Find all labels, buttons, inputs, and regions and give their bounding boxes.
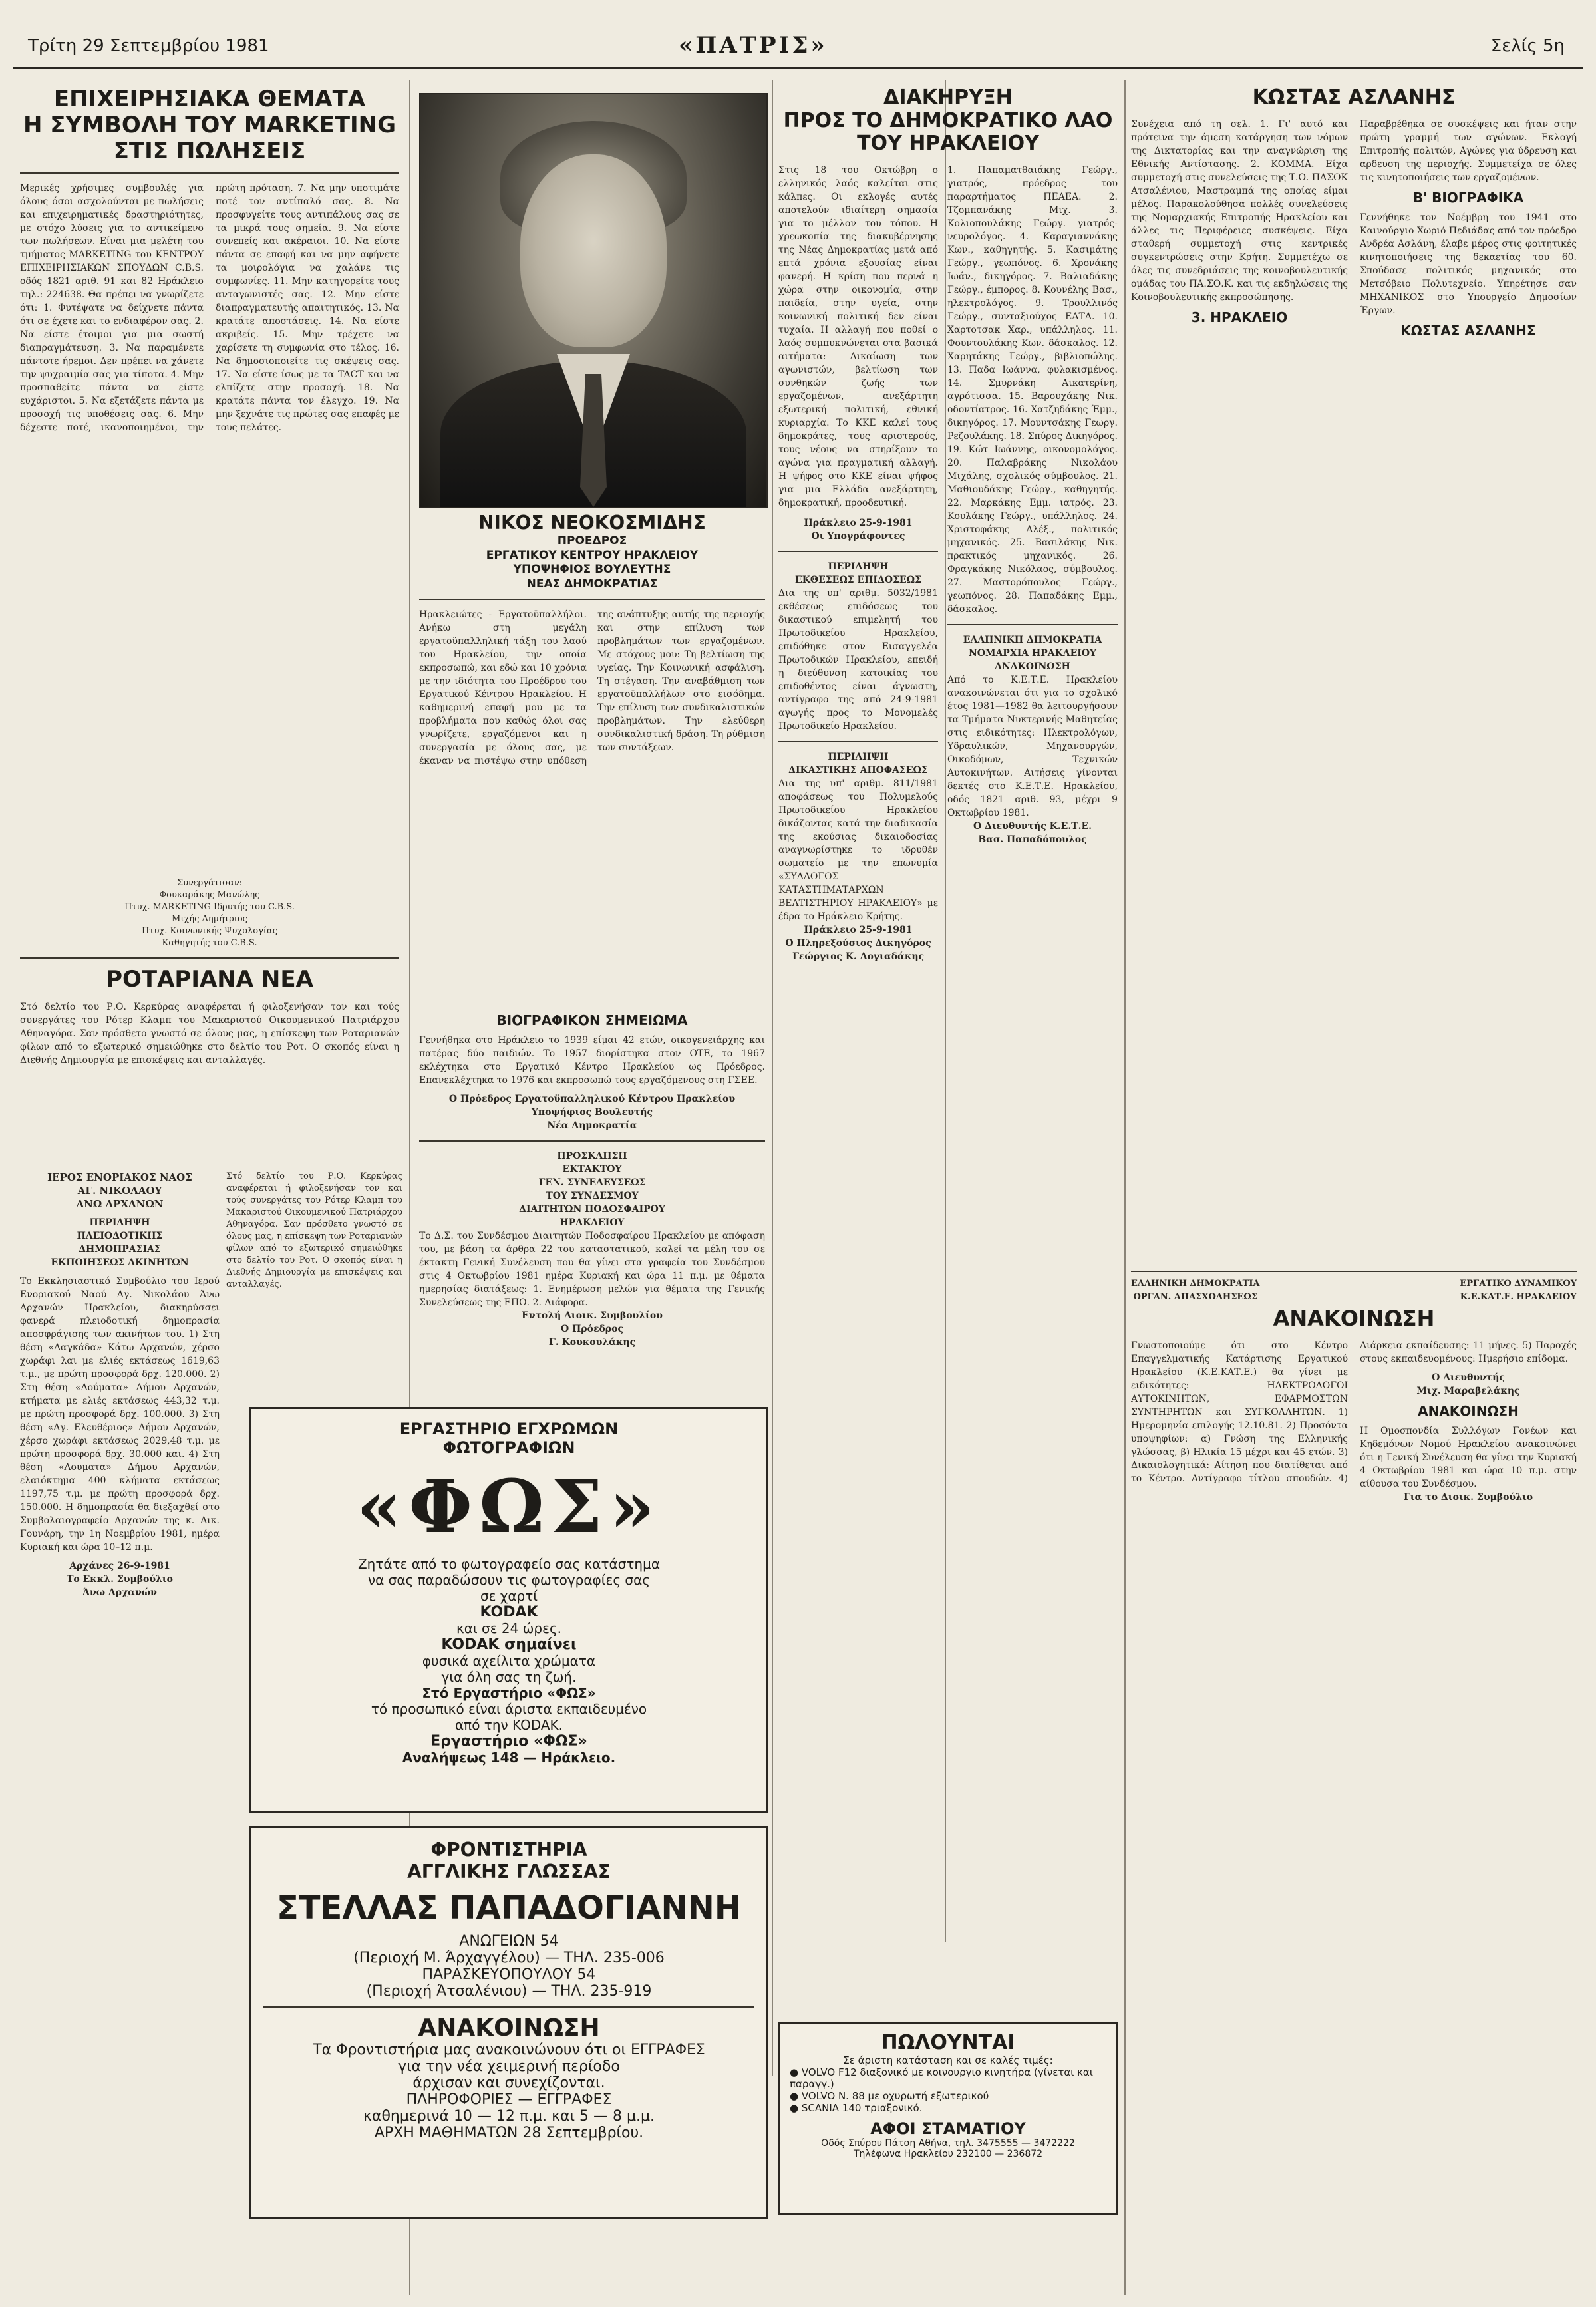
church-subheading: ΠΕΡΙΛΗΨΗ ΠΛΕΙΟΔΟΤΙΚΗΣ ΔΗΜΟΠΡΑΣΙΑΣ ΕΚΠΟΙΗΣΕΩΣ ΑΚΙΝΗΤΩΝ	[51, 1217, 189, 1268]
school-line2: ΑΓΓΛΙΚΗΣ ΓΛΩΣΣΑΣ	[407, 1861, 611, 1883]
sale-address: Οδός Σπύρου Πάτση Αθήνα, τηλ. 3475555 — 3472222	[821, 2138, 1075, 2149]
column-1-continuation	[226, 1171, 402, 1390]
column-2	[419, 512, 765, 1397]
marketing-headline: ΕΠΙΧΕΙΡΗΣΙΑΚΑ ΘΕΜΑΤΑ Η ΣΥΜΒΟΛΗ ΤΟΥ MARKETING ΣΤΙΣ ΠΩΛΗΣΕΙΣ	[23, 86, 397, 165]
service-report-body: Δια της υπ' αριθμ. 5032/1981 εκθέσεως επιδόσεως του δικαστικού επιμελητή του Πρωτοδικείου Ηρακλείου, επιδόθηκε στον Εισαγγελέα Πρωτοδικών Ηρακλείου, επειδή η διεύθυνση κατοικίας του επιδοθέντος είναι άγνωστη, αντίγραφο της από 24-9-1981 αγωγής προς το Μονομελές Πρωτοδικείο Ηρακλείου.	[778, 587, 938, 732]
aslanis-body: Συνέχεια από τη σελ. 1. Γι' αυτό και πρότεινα την άμεση κατάργηση των νόμων της Δικτατορίας και την αναγνώριση της Εθνικής Αντίστασης. 2. ΚΟΜΜΑ. Είχα συμμετοχή στις συνελεύσεις της Τ.Ο. ΠΑΣΟΚ Ατσαλένιου, Μαστραμπά της οποίας είμαι μέλος. Παρακολούθησα πολλές συνελεύσεις της Νομαρχιακής Επιτροπής Ηρακλείου και άλλες τις Περιφέρειες συσκέψεις. Είχα σταθερή συμμετοχή στις κεντρικές συγκεντρώσεις στην Κρήτη. Συμμετέχω σε όλες τις συνεδριάσεις της κοινοβουλευτικής ομάδας του ΠΑ.ΣΟ.Κ. και τις εκδηλώσεις της Κοινοβουλευτικής εκπροσώπησης.	[1131, 118, 1348, 303]
marketing-signature: Συνεργάτισαν: Φουκαράκης Μανώλης Πτυχ. MARKETING Ιδρυτής του C.B.S. Μιχής Δημήτριος Πτυχ. Κοινωνικής Ψυχολογίας Καθηγητής του C.B.S.	[124, 878, 295, 949]
parents-notice-signature: Για το Διοικ. Συμβούλιο	[1403, 1491, 1533, 1503]
rotary-body: Στό δελτίο του Ρ.Ο. Κερκύρας αναφέρεται ή φιλοξενήσαν τον και τούς συνεργάτες του Ρότερ Κλαμπ του Μακαριστού Οικουμενικού Πατριάρχου Αθηναγόρα. Σαν πρόσθετο γνωστό σε όλους μας, η επίσκεψη των Ροταριανών φίλων από το εξωτερικό σημειώθηκε στο δελτίο του Ροτ. Ο σκοπός είναι η Διεθνής Δημιουργία με επισκέψεις και ανταλλαγές.	[20, 1002, 399, 1066]
column-1-continuation-text: Στό δελτίο του Ρ.Ο. Κερκύρας αναφέρεται ή φιλοξενήσαν τον και τούς συνεργάτες του Ρότερ Κλαμπ του Μακαριστού Οικουμενικού Πατριάρχου Αθηναγόρα. Σαν πρόσθετο γνωστό σε όλους μας, η επίσκεψη των Ροταριανών φίλων από το εξωτερικό σημειώθηκε στο δελτίο του Ροτ. Ο σκοπός είναι η Διεθνής Δημιουργία με επισκέψεις και ανταλλαγές.	[226, 1171, 402, 1289]
church-body: Το Εκκλησιαστικό Συμβούλιο του Ιερού Ενοριακού Ναού Αγ. Νικολάου Άνω Αρχανών Ηρακλείου, διακηρύσσει φανερά πλειοδοτική δημοπρασία αποσφράγισης των ακινήτων του. 1) Στη θέση «Λαγκάδα» Κάτω Αρχανών, χέρσο χωράφι λαι με ελιές εκτάσεως 1619,63 τ.μ., με πρώτη προσφορά δρχ. 120.000. 2) Στη θέση «Λούματα» Δήμου Αρχανών, κτήματα με ελιές εκτάσεως 443,32 τ.μ. με πρώτη προσφορά δρχ. 100.000. 3) Στη θέση «Αγ. Ελευθέριος» Δήμου Αρχανών, χέρσο χωράφι εκτάσεως 2029,48 τ.μ. με πρώτη προσφορά δρχ. 30.000 και. 4) Στη θέση «Λουματα» Δήμου Αρχανών, ελαιόκτημα 400 κλήματα εκτάσεως 1197,75 τ.μ. με πρώτη προσφορά δρχ. 150.000. Η δημοπρασία θα διεξαχθεί στο Συμβολαιογραφείο Αρχανών της κ. Αικ. Γουνάρη, την 1η Νοεμβρίου 1981, ημέρα Κυριακή και ώρα 10–12 π.μ.	[20, 1276, 220, 1553]
school-notice-title: ΑΝΑΚΟΙΝΩΣΗ	[418, 2014, 600, 2042]
fos-text7: φυσικά αχείλιτα χρώματα	[422, 1653, 596, 1669]
fos-text12: Εργαστήριο «ΦΩΣ»	[430, 1733, 587, 1750]
referees-heading: ΠΡΟΣΚΛΗΣΗ ΕΚΤΑΚΤΟΥ ΓΕΝ. ΣΥΝΕΛΕΥΣΕΩΣ ΤΟΥ ΣΥΝΔΕΣΜΟΥ ΔΙΑΙΤΗΤΩΝ ΠΟΔΟΣΦΑΙΡΟΥ ΗΡΑΚΛΕΙΟΥ	[519, 1151, 665, 1229]
bio-body: Γεννήθηκα στο Ηράκλειο το 1939 είμαι 42 ετών, οικογενειάρχης και πατέρας δύο παιδιών. Το 1957 διορίστηκα στον ΟΤΕ, το 1967 εκλέχτηκα στο Εργατικό Κέντρο Ηρακλείου ως Πρόεδρος. Επανεκλέχτηκα το 1976 και εκπροσωπώ τους εργαζόμενους στη ΓΣΕΕ.	[419, 1035, 765, 1086]
school-notice2: για την νέα χειμερινή περίοδο	[398, 2058, 620, 2075]
newspaper-title: «ΠΑΤΡΙΣ»	[679, 32, 828, 59]
declaration-group: Οι Υπογράφοντες	[811, 530, 905, 541]
column-5	[1131, 86, 1577, 1264]
trucks-for-sale-ad	[778, 2022, 1118, 2215]
candidate-photo	[419, 93, 768, 508]
signatories-list: 1. Παπαματθαιάκης Γεώργ., γιατρός, πρόεδρος του παραρτήματος ΠΕΑΕΑ. 2. Τζομπανάκης Μιχ. 3. Κολιοπουλάκης Γεώργ. γιατρός-νευρολόγος. 4. Καραγιαννάκης Κων., καθηγητής. 5. Κασιμάτης Γεώργ., γεωπόνος. 6. Χρονάκης Ιωάν., δικηγόρος. 7. Βαλιαδάκης Γεώργ., έμπορος. 8. Κουνέλης Βασ., ηλεκτρολόγος. 9. Τρουλλινός Γεώργ., συνταξιούχος ΕΑΤΑ. 10. Χαρτοτσακ Χαρ., υπάλληλος. 11. Φουντουλάκης Κων. δάσκαλος. 12. Χαρητάκης Γεώργ., βιβλιοπώλης. 13. Παδα Ιωάννα, φυλακισμένος. 14. Σμυρνάκη Αικατερίνη, αγρότισσα. 15. Βαρουχάκης Νικ. οδοντίατρος. 16. Χατζηδάκης Έμμ., δικηγόρος. 17. Μουντσάκης Γεωργ. Ρεζουλάκης. 18. Σπύρος Δικηγόρος. 19. Κώτ Ιωάννης, οικονομολόγος. 20. Παλαβράκης Νικολάου Μιχάλης, σχολικός σύμβουλος. 21. Μαθιουδάκης Γεώργ., καθηγητής. 22. Μαρκάκης Εμμ. ιατρός. 23. Κουλάκης Γεώργ., υπάλληλος. 24. Χριστοφάκης Αλέξ., πολιτικός μηχανικός. 25. Βασιλάκης Νικ. πρακτικός μηχανικός. 26. Φραγκάκης Νικόλαος, σύμβουλος. 27. Μαστορόπουλος Γεώργ., γεωπόνος. 28. Παπαδάκης Εμμ., δάσκαλος.	[947, 164, 1118, 615]
bio-heading: ΒΙΟΓΡΑΦΙΚΟΝ ΣΗΜΕΙΩΜΑ	[496, 1012, 688, 1029]
candidate-name: ΝΙΚΟΣ ΝΕΟΚΟΣΜΙΔΗΣ	[478, 512, 706, 534]
candidate-caption5: ΝΕΑΣ ΔΗΜΟΚΡΑΤΙΑΣ	[526, 577, 658, 591]
fos-logo: «ΦΩΣ»	[356, 1463, 662, 1549]
kete-notice-heading: ΕΛΛΗΝΙΚΗ ΔΗΜΟΚΡΑΤΙΑ ΝΟΜΑΡΧΙΑ ΗΡΑΚΛΕΙΟΥ ΑΝΑΚΟΙΝΩΣΗ	[963, 634, 1102, 672]
declaration-date: Ηράκλειο 25-9-1981	[804, 517, 913, 528]
candidate-caption3: ΕΡΓΑΤΙΚΟΥ ΚΕΝΤΡΟΥ ΗΡΑΚΛΕΙΟΥ	[486, 548, 699, 562]
school-notice5: καθημερινά 10 — 12 π.μ. και 5 — 8 μ.μ.	[363, 2108, 655, 2125]
school-addr3: ΠΑΡΑΣΚΕΥΟΠΟΥΛΟΥ 54	[422, 1966, 596, 1983]
bio2-heading: Β' ΒΙΟΓΡΑΦΙΚΑ	[1412, 189, 1524, 206]
masthead	[13, 27, 1583, 69]
candidate-caption4: ΥΠΟΨΗΦΙΟΣ ΒΟΥΛΕΥΤΗΣ	[513, 563, 671, 577]
referees-signature: Εντολή Διοικ. Συμβουλίου Ο Πρόεδρος Γ. Κουκουλάκης	[522, 1310, 663, 1348]
heraklion-heading: 3. ΗΡΑΚΛΕΙΟ	[1191, 309, 1288, 325]
referees-body: Το Δ.Σ. του Συνδέσμου Διαιτητών Ποδοσφαίρου Ηρακλείου με απόφαση του, με βάση τα άρθρα 22 του καταστατικού, καλεί τα μέλη του σε έκτακτη Γενική Συνέλευση που θα γίνει στα γραφεία του Συνδέσμου στις 4 Οκτωβρίου 1981 ημέρα Κυριακή και ώρα 11 π.μ. με θέματα ημερησίας διατάξεως: 1. Ενημέρωση μελών για θέματα της Γενικής Συνελεύσεως της ΕΠΟ. 2. Διάφορα.	[419, 1231, 765, 1308]
heraklion-body: Παραβρέθηκα σε συσκέψεις και ήταν στην πρώτη γραμμή των αγώνων. Εκλογή Επιτροπής πολιτών, Αγώνες για ύδρευση και αρδευση της περιοχής. Συμμετείχα σε όλες τις κινητοποιήσεις των εργαζομένων.	[1360, 118, 1577, 183]
rotary-headline: ΡΟΤΑΡΙΑΝΑ ΝΕΑ	[106, 966, 313, 993]
declaration-headline: ΔΙΑΚΗΡΥΞΗ ΠΡΟΣ ΤΟ ΔΗΜΟΚΡΑΤΙΚΟ ΛΑΟ ΤΟΥ ΗΡΑΚΛΕΙΟΥ	[783, 86, 1113, 155]
church-signature: Αρχάνες 26-9-1981 Το Εκκλ. Συμβούλιο Άνω Αρχανών	[67, 1561, 173, 1598]
parents-notice-body: Η Ομοσπονδία Συλλόγων Γονέων και Κηδεμόνων Νομού Ηρακλείου ανακοινώνει ότι η Γενική Συνέλευση θα γίνει την Κυριακή 4 Οκτωβρίου 1981 και ώρα 10 π.μ. στην αίθουσα του Συνδέσμου.	[1360, 1425, 1577, 1489]
sale-phone: Τηλέφωνα Ηρακλείου 232100 — 236872	[853, 2149, 1043, 2159]
sale-item: ● SCANIA 140 τριαξονικό.	[790, 2102, 923, 2114]
school-notice6: ΑΡΧΗ ΜΑΘΗΜΑΤΩΝ 28 Σεπτεμβρίου.	[374, 2125, 644, 2141]
column-rule	[772, 80, 773, 2076]
sale-subheading: Σε άριστη κατάσταση και σε καλές τιμές:	[843, 2054, 1053, 2066]
marketing-body: Μερικές χρήσιμες συμβουλές για όλους όσοι ασχολούνται με πωλήσεις και επιχειρηματικές δραστηριότητες, με στόχο λύσεις για το αντικείμενο των πωλήσεων. Είναι μια μελέτη του τμήματος MARKETING του ΚΕΝΤΡΟΥ ΕΠΙΧΕΙΡΗΣΙΑΚΩΝ ΣΠΟΥΔΩΝ C.B.S. οδός 1821 αριθ. 91 και 82 Ηράκλειο τηλ.: 224638. Θα πρέπει να γνωρίζετε ότι: 1. Φυτέψατε να δείχνετε πάντα ότι σε έχετε και το ενδιαφέρον σας. 2. Να είστε έτοιμοι για μια σωστή διαπραγμάτευση. 3. Να παραμένετε πάντοτε ήρεμοι. Δεν πρέπει να χάνετε την ψυχραιμία σας για τίποτα. 4. Μην προσπαθείτε πάντα να είστε ευχάριστοι. 5. Να εξετάζετε πάντα με προσοχή τις υποθέσεις σας. 6. Μην δέχεστε ποτέ, ικανοποιημένοι, την πρώτη πρόταση. 7. Να μην υποτιμάτε ποτέ τον αντίπαλό σας. 8. Να προσφυγείτε τους αντιπάλους σας σε τα μικρά τους σημεία. 9. Να είστε συνεπείς και ακέραιοι. 10. Να είστε πάντα σε επαφή και να μην αφήνετε τα μοιρολόγια να χαλάνε τις συμφωνίες. 11. Μην κατηγορείτε τους ανταγωνιστές σας. 12. Μην είστε διαπραγματευτής απαιτητικός. 13. Να κρατάτε αποστάσεις. 14. Να είστε ακριβείς. 15. Μην τρέχετε να χαρίσετε τη συμφωνία στο τέλος. 16. Να δημοσιοποιείτε τις σκέψεις σας. 17. Να είστε ίσως με τα TACT και να ελπίζετε στην προσοχή. 18. Να κρατάτε πάντα τον έλεγχο. 19. Να μην ξεχνάτε τις πρώτες σας επαφές με τους πελάτες.	[20, 183, 399, 434]
candidate-caption2: ΠΡΟΕΔΡΟΣ	[557, 534, 627, 548]
union-notice	[1131, 1271, 1577, 2217]
fos-photo-lab-ad	[249, 1407, 768, 1813]
church-notice	[20, 1171, 220, 2215]
column-3	[778, 86, 1118, 1936]
court-decision-body: Δια της υπ' αριθμ. 811/1981 αποφάσεως του Πολυμελούς Πρωτοδικείου Ηρακλείου δικάζοντας κατά την διαδικασία της εκούσιας δικαιοδοσίας αναγνωρίστηκε το ιδρυθέν σωματείο με την επωνυμία «ΣΥΛΛΟΓΟΣ ΚΑΤΑΣΤΗΜΑΤΑΡΧΩΝ ΒΕΛΤΙΣΤΗΡΙΟΥ ΗΡΑΚΛΕΙΟΥ» με έδρα το Ηράκλειο Κρήτης.	[778, 778, 938, 922]
sale-heading: ΠΩΛΟΥΝΤΑΙ	[881, 2031, 1015, 2054]
fos-line2: ΦΩΤΟΓΡΑΦΙΩΝ	[442, 1438, 575, 1457]
aslanis-headline: ΚΩΣΤΑΣ ΑΣΛΑΝΗΣ	[1252, 86, 1456, 109]
union-title: ΑΝΑΚΟΙΝΩΣΗ	[1273, 1306, 1435, 1331]
sale-company: ΑΦΟΙ ΣΤΑΜΑΤΙΟΥ	[870, 2119, 1026, 2138]
bio2-body: Γεννήθηκε τον Νοέμβρη του 1941 στο Καινούργιο Χωριό Πεδιάδας από τον πρόεδρο Ανδρέα Ασλάνη, έλαβε μέρος στις φοιτητικές κινητοποιήσεις της δεκαετίας του 60. Σπούδασε πολιτικός μηχανικός στο Μετσόβειο Πολυτεχνείο. Υπηρέτησε σαν ΜΗΧΑΝΙΚΟΣ στο Υπουργείο Δημοσίων Έργων.	[1360, 212, 1577, 316]
column-rule	[1124, 80, 1126, 2295]
school-notice4: ΠΛΗΡΟΦΟΡΙΕΣ — ΕΓΓΡΑΦΕΣ	[406, 2091, 612, 2108]
school-addr2: (Περιοχή Μ. Άρχαγγέλου) — ΤΗΛ. 235-006	[353, 1950, 665, 1966]
court-decision-heading: ΠΕΡΙΛΗΨΗ ΔΙΚΑΣΤΙΚΗΣ ΑΠΟΦΑΣΕΩΣ	[788, 751, 928, 776]
church-heading: ΙΕΡΟΣ ΕΝΟΡΙΑΚΟΣ ΝΑΟΣ ΑΓ. ΝΙΚΟΛΑΟΥ ΑΝΩ ΑΡΧΑΝΩΝ	[47, 1171, 192, 1210]
kete-notice-signature: Ο Διευθυντής Κ.Ε.Τ.Ε. Βασ. Παπαδόπουλος	[973, 820, 1092, 845]
english-school-ad	[249, 1826, 768, 2219]
kete-notice-body: Από το Κ.Ε.Τ.Ε. Ηρακλείου ανακοινώνεται ότι για το σχολικό έτος 1981—1982 θα λειτουργήσουν τα Τμήματα Νυκτερινής Μαθητείας στις ειδικότητες: Ηλεκτρολόγων, Υδραυλικών, Μηχανουργών, Οικοδόμων, Τεχνικών Αυτοκινήτων. Αιτήσεις γίνονται δεκτές στο Κ.Ε.Τ.Ε. Ηρακλείου, οδός 1821 αριθ. 93, μέχρι 9 Οκτωβρίου 1981.	[947, 674, 1118, 818]
union-head-right: ΕΡΓΑΤΙΚΟ ΔΥΝΑΜΙΚΟΥ Κ.Ε.ΚΑΤ.Ε. ΗΡΑΚΛΕΙΟΥ	[1460, 1279, 1577, 1302]
school-name: ΣΤΕΛΛΑΣ ΠΑΠΑΔΟΓΙΑΝΝΗ	[277, 1889, 741, 1926]
court-decision-signature: Ηράκλειο 25-9-1981 Ο Πληρεξούσιος Δικηγόρος Γεώργιος Κ. Λογιαδάκης	[785, 924, 931, 962]
parents-notice-heading: ΑΝΑΚΟΙΝΩΣΗ	[1418, 1402, 1519, 1419]
fos-text9: Στό Εργαστήριο «ΦΩΣ»	[422, 1685, 596, 1701]
fos-text8: για όλη σας τη ζωή.	[441, 1669, 577, 1685]
fos-text6: KODAK σημαίνει	[441, 1636, 577, 1653]
fos-text3: σε χαρτί	[480, 1588, 538, 1604]
fos-text10: τό προσωπικό είναι άριστα εκπαιδευμένο	[371, 1701, 647, 1717]
school-notice3: άρχισαν και συνεχίζονται.	[412, 2075, 605, 2091]
aslanis-signature: ΚΩΣΤΑΣ ΑΣΛΑΝΗΣ	[1400, 322, 1536, 339]
fos-text4: KODAK	[480, 1604, 538, 1620]
fos-text1: Ζητάτε από το φωτογραφείο σας κατάστημα	[357, 1556, 660, 1572]
union-head-left: ΕΛΛΗΝΙΚΗ ΔΗΜΟΚΡΑΤΙΑ ΟΡΓΑΝ. ΑΠΑΣΧΟΛΗΣΕΩΣ	[1131, 1279, 1260, 1302]
declaration-body: Στις 18 του Οκτώβρη ο ελληνικός λαός καλείται στις κάλπες. Οι εκλογές αυτές αποτελούν ιδιαίτερη σημασία για το μέλλον του τόπου. Η χρεωκοπία της διακυβέρνησης της Νέας Δημοκρατίας μετά από επτά χρόνια εξουσίας είναι φανερή. Η κρίση που περνά η χώρα στην οικονομία, στην παιδεία, στην υγεία, στην κοινωνική πολιτική δεν είναι τυχαία. Η αλλαγή που ποθεί ο λαός συμπυκνώνεται στα βασικά αιτήματα: Δικαίωση των αγωνιστών, βελτίωση των συνθηκών ζωής των εργαζομένων, ανεξάρτητη εξωτερική πολιτική, εθνική κυριαρχία. Το ΚΚΕ καλεί τους δημοκράτες, τους αριστερούς, τους νέους να στηρίξουν το αγώνα για πραγματική αλλαγή. Η ψήφος στο ΚΚΕ είναι ψήφος για μια Ελλάδα ανεξάρτητη, δημοκρατική, προοδευτική.	[778, 164, 938, 508]
fos-text2: να σας παραδώσουν τις φωτογραφίες σας	[367, 1572, 651, 1588]
service-report-heading: ΠΕΡΙΛΗΨΗ ΕΚΘΕΣΕΩΣ ΕΠΙΔΟΣΕΩΣ	[795, 561, 921, 585]
column-1	[20, 86, 399, 1191]
bio-signature: Ο Πρόεδρος Εργατοϋπαλληλικού Κέντρου Ηρακλείου Υποψήφιος Βουλευτής Νέα Δημοκρατία	[448, 1094, 736, 1132]
fos-text13: Αναλήψεως 148 — Ηράκλειο.	[402, 1750, 616, 1766]
school-notice1: Τα Φροντιστήρια μας ανακοινώνουν ότι οι ΕΓΓΡΑΦΕΣ	[313, 2042, 705, 2058]
school-line1: ΦΡΟΝΤΙΣΤΗΡΙΑ	[430, 1839, 587, 1861]
fos-line1: ΕΡΓΑΣΤΗΡΙΟ ΕΓΧΡΩΜΩΝ	[399, 1420, 619, 1438]
sale-item: ● VOLVO F12 διαξονικό με κοινουργιο κινητήρα (γίνεται και παραγγ.)	[790, 2066, 1093, 2090]
issue-date: Τρίτη 29 Σεπτεμβρίου 1981	[28, 36, 269, 56]
fos-text5: και σε 24 ώρες.	[456, 1620, 562, 1636]
candidate-body: Ηρακλειώτες - Εργατοϋπαλλήλοι. Ανήκω στη μεγάλη εργατοϋπαλληλική τάξη του λαού του Ηρακλείου, την οποία εκπροσωπώ, και εδώ και 10 χρόνια με την ιδιότητα του Προέδρου του Εργατικού Κέντρου Ηρακλείου. Η καθημερινή επαφή μου με τα προβλήματα που καθώς όλοι σας γνωρίζετε, εργαζόμενοι και η συνεργασία με όλους σας, με έκαναν να πιστέψω στην υπόθεση της ανάπτυξης αυτής της περιοχής και στην επίλυση των προβλημάτων των εργαζομένων. Με στόχους μου: Τη βελτίωση της υγείας. Την Κοινωνική ασφάλιση. Τη στέγαση. Την αναβάθμιση των εργατοϋπαλλήλων στο εισόδημα. Την επίλυση των συνδικαλιστικών προβλημάτων. Την ελεύθερη συνδικαλιστική δράση. Τη ρύθμιση των συντάξεων.	[419, 609, 765, 767]
union-signature: Ο Διευθυντής Μιχ. Μαραβελάκης	[1416, 1372, 1520, 1396]
union-body: Γνωστοποιούμε ότι στο Κέντρο Επαγγελματικής Κατάρτισης Εργατικού Ηρακλείου (Κ.Ε.ΚΑΤ.Ε.) θα γίνει με ειδικότητες: ΗΛΕΚΤΡΟΛΟΓΟΙ ΑΥΤΟΚΙΝΗΤΩΝ, ΕΦΑΡΜΟΣΤΩΝ ΣΥΝΤΗΡΗΤΩΝ και ΣΥΓΚΟΛΛΗΤΩΝ. 1) Ημερομηνία επιλογής 12.10.81. 2) Προσόντα υποψηφίων: α) Γνώση της Ελληνικής γλώσσας, β) Ηλικία 15 μέχρι και 45 ετών. 3) Δικαιολογητικά: Αίτηση που διατίθεται από το Κέντρο. Αντίγραφο τίτλου σπουδών. 4) Διάρκεια εκπαίδευσης: 11 μήνες. 5) Παροχές στους εκπαιδευομένους: Ημερήσιο επίδομα.	[1131, 1340, 1577, 1484]
fos-text11: από την KODAK.	[454, 1717, 563, 1733]
sale-item: ● VOLVO N. 88 με οχυρωτή εξωτερικού	[790, 2090, 989, 2102]
page-number: Σελίς 5η	[1490, 36, 1565, 56]
school-addr4: (Περιοχή Άτσαλένιου) — ΤΗΛ. 235-919	[366, 1983, 652, 2000]
school-addr1: ΑΝΩΓΕΙΩΝ 54	[459, 1933, 559, 1950]
